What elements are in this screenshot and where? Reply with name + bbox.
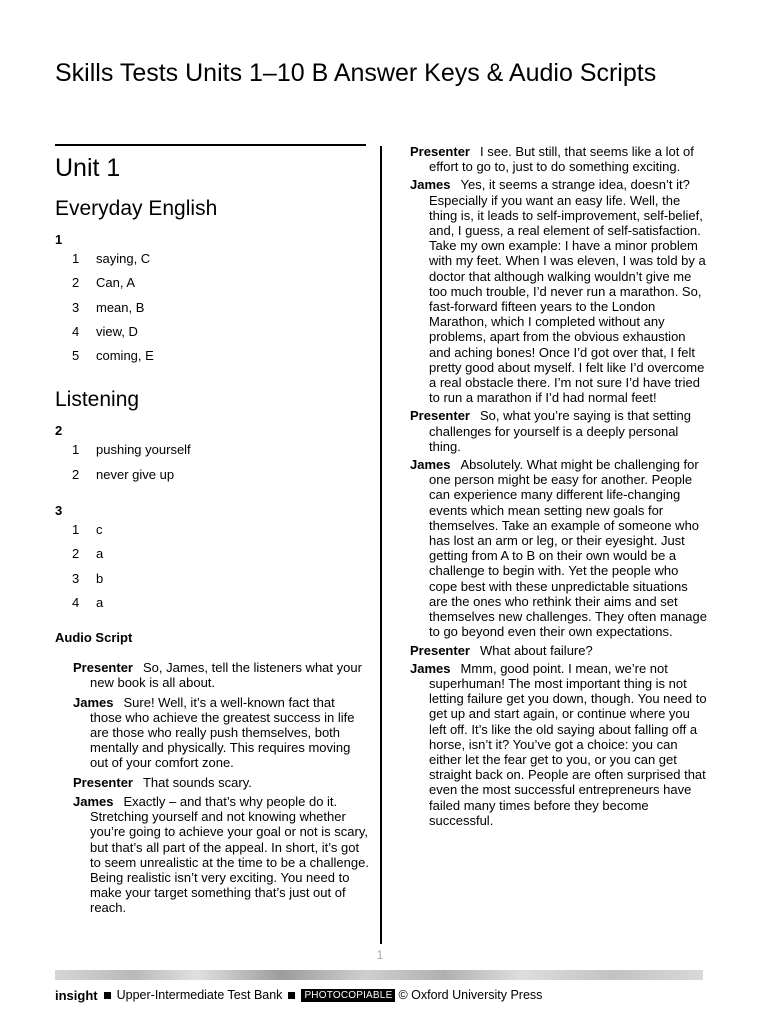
- question-number: 2: [55, 423, 63, 439]
- answer-text: b: [96, 570, 104, 586]
- script-text: That sounds scary.: [142, 774, 252, 790]
- right-column: [410, 144, 708, 831]
- script-entry: [410, 177, 708, 405]
- speaker-name: James: [410, 177, 451, 193]
- everyday-english-heading: Everyday English: [55, 197, 218, 220]
- answer-item: [55, 300, 370, 324]
- answer-item: [55, 275, 370, 299]
- answer-number: 5: [72, 348, 80, 364]
- question-block: [55, 232, 370, 372]
- footer-brand: insight: [55, 987, 98, 1003]
- script-text: So, what you’re saying is that setting challenges for yourself is a deeply personal thing.: [429, 408, 691, 454]
- answer-number: 3: [72, 299, 80, 315]
- speaker-name: Presenter: [73, 774, 133, 790]
- question-number: 3: [55, 503, 63, 519]
- listening-heading: Listening: [55, 388, 140, 412]
- answer-item: [55, 571, 370, 595]
- speaker-name: James: [410, 660, 451, 676]
- answer-text: saying, C: [96, 251, 151, 266]
- speaker-name: Presenter: [73, 660, 133, 676]
- answer-number: 3: [72, 570, 80, 586]
- script-text: Yes, it seems a strange idea, doesn’t it? Especially if you want an easy life. Well, the thing is, it leads to self-improvement, self-belief, and, I guess, a real element of self-satisfaction. Take my own example: I have a minor problem with my feet. When I was eleven, I was told by a doctor that although walking wouldn’t give me too much trouble, I’d never run a marathon. So, fast-forward fifteen years to the London Marathon, which I completed without any problems, apart from the obvious exhaustion and aching bones! Once I’d got over that, I felt pretty good about myself. I felt like I’d overcome a real obstacle there. I’m not sure I’d have tried to run a marathon if I’d had normal feet!: [429, 177, 706, 406]
- answer-text: view, D: [96, 323, 138, 339]
- speaker-name: James: [410, 457, 451, 473]
- footer-product: Upper-Intermediate Test Bank: [116, 988, 283, 1002]
- answer-item: [55, 324, 370, 348]
- script-text: So, James, tell the listeners what your new book is all about.: [90, 660, 362, 691]
- speaker-name: James: [73, 793, 114, 809]
- script-entry: [55, 660, 370, 690]
- answer-number: 1: [72, 442, 80, 458]
- question-block: [55, 503, 370, 619]
- answer-number: 2: [72, 546, 80, 562]
- column-divider: [380, 146, 382, 944]
- document-title: Skills Tests Units 1–10 B Answer Keys & Audio Scripts: [55, 59, 657, 87]
- answer-text: a: [96, 546, 104, 562]
- answer-number: 1: [72, 251, 80, 266]
- answer-text: pushing yourself: [96, 442, 191, 458]
- question-number: 1: [55, 232, 63, 247]
- answer-list: [55, 522, 370, 619]
- speaker-name: Presenter: [410, 144, 470, 159]
- script-text: I see. But still, that seems like a lot of effort to go to, just to do something exciting.: [429, 144, 694, 175]
- answer-text: never give up: [96, 466, 175, 482]
- unit-title: Unit 1: [55, 154, 121, 182]
- answer-text: a: [96, 594, 104, 610]
- answer-text: Can, A: [96, 275, 136, 291]
- answer-item: [55, 522, 370, 546]
- script-text: Absolutely. What might be challenging for one person might be easy for another. People can experience many different life-changing events which mean setting new goals for themselves. Take an example of someone who has lost an arm or leg, or their eyesight. Just getting from A to B on their own would be a challenge to begin with. Yet the people who cope best with these unpredictable situations are the ones who rethink their aims and set themselves new challenges. They often manage to go beyond even their own expectations.: [429, 457, 707, 640]
- answer-text: c: [96, 522, 103, 538]
- speaker-name: James: [73, 694, 114, 710]
- question-block: [55, 423, 370, 491]
- script-entry: [55, 794, 370, 916]
- answer-number: 4: [72, 594, 80, 610]
- footer-separator-square: [104, 992, 111, 999]
- answer-number: 2: [72, 275, 80, 291]
- answer-item: [55, 348, 370, 372]
- answer-item: [55, 546, 370, 570]
- answer-number: 1: [72, 522, 80, 538]
- script-entry: [410, 408, 708, 454]
- answer-text: coming, E: [96, 348, 154, 364]
- script-text: Sure! Well, it’s a well-known fact that those who achieve the greatest success in life are those who really push themselves, both mentally and physically. This requires moving out of your comfort zone.: [90, 694, 355, 771]
- script-text: What about failure?: [479, 642, 593, 658]
- script-entry: [410, 661, 708, 828]
- answer-number: 4: [72, 323, 80, 339]
- script-entry: [410, 643, 708, 658]
- page-number: 1: [376, 948, 384, 962]
- answer-item: [55, 251, 370, 275]
- title-rule: [55, 144, 366, 146]
- audio-script-heading: Audio Script: [55, 630, 133, 646]
- script-entry: [410, 457, 708, 639]
- answer-list: [55, 251, 370, 372]
- script-text: Mmm, good point. I mean, we’re not superhuman! The most important thing is not letting failure get you down, though. You need to get up and start again, or continue where you left off. It’s like the old saying about falling off a horse, isn’t it? You’ve got a choice: you can either let the fear get to you, or you can get straight back on. People are often surprised that even the most successful entrepreneurs have failed many times before they become successful.: [429, 660, 707, 828]
- answer-text: mean, B: [96, 299, 145, 315]
- answer-list: [55, 442, 370, 491]
- footer: [55, 984, 703, 1006]
- footer-publisher: © Oxford University Press: [398, 988, 543, 1002]
- photocopiable-badge: PHOTOCOPIABLE: [301, 989, 395, 1002]
- answer-item: [55, 595, 370, 619]
- script-entry: [55, 695, 370, 771]
- answer-item: [55, 467, 370, 491]
- footer-separator-square: [288, 992, 295, 999]
- left-column: [55, 152, 370, 920]
- script-text: Exactly – and that’s why people do it. Stretching yourself and not knowing whether you’re going to achieve your goal or not is scary, but that’s all part of the appeal. In short, it’s got to seem unrealistic at the time to be a challenge. Being realistic isn’t very exciting. You need to make your target something that’s just out of reach.: [90, 793, 369, 916]
- speaker-name: Presenter: [410, 642, 470, 658]
- script-entry: [55, 775, 370, 790]
- speaker-name: Presenter: [410, 408, 470, 424]
- footer-photo-band: [55, 970, 703, 980]
- script-entry: [410, 144, 708, 174]
- answer-item: [55, 442, 370, 466]
- answer-number: 2: [72, 466, 80, 482]
